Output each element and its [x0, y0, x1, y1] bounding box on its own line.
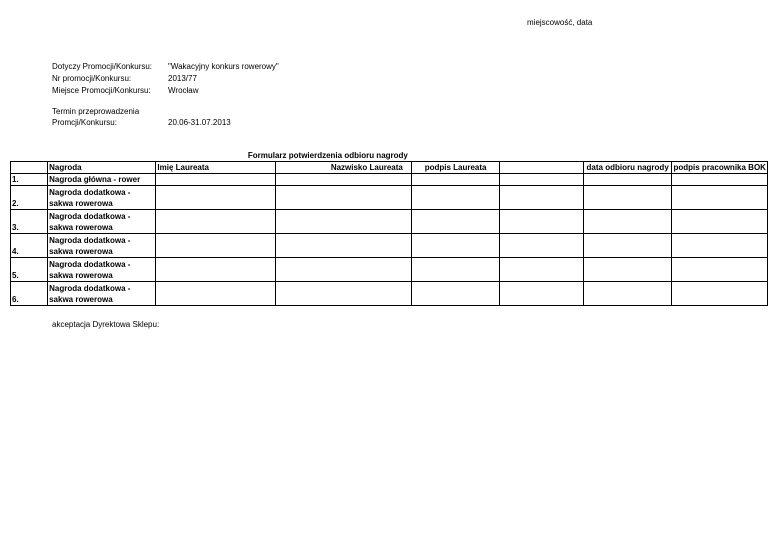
header-bok-signature: podpis pracownika BOK	[673, 163, 766, 172]
table-row	[11, 282, 768, 306]
row-prize: Nagroda dodatkowa - sakwa rowerowa	[48, 258, 156, 282]
first-name-cell[interactable]	[156, 210, 276, 234]
header-spacer	[500, 162, 584, 174]
table-row	[11, 234, 768, 258]
spacer-cell	[500, 186, 584, 210]
bok-signature-cell[interactable]	[672, 174, 768, 186]
row-prize: Nagroda dodatkowa - sakwa rowerowa	[48, 186, 156, 210]
row-prize: Nagroda dodatkowa - sakwa rowerowa	[48, 234, 156, 258]
header-date: data odbioru nagrody	[583, 162, 672, 174]
last-name-cell[interactable]	[276, 258, 411, 282]
bok-signature-cell[interactable]	[672, 234, 768, 258]
row-prize: Nagroda dodatkowa - sakwa rowerowa	[48, 210, 156, 234]
form-title: Formularz potwierdzenia odbioru nagrody	[247, 151, 408, 160]
first-name-cell[interactable]	[156, 234, 276, 258]
row-number: 6.	[11, 282, 48, 306]
spacer-cell	[500, 210, 584, 234]
promo-number-label: Nr promocji/Konkursu:	[52, 74, 132, 83]
signature-cell[interactable]	[411, 258, 500, 282]
term-label-line1: Termin przeprowadzenia	[52, 107, 140, 116]
prize-receipt-table	[10, 150, 768, 306]
header-row	[11, 162, 768, 174]
date-cell[interactable]	[583, 282, 672, 306]
place-date-label: miejscowość, data	[527, 18, 593, 27]
bok-signature-cell[interactable]	[672, 210, 768, 234]
date-cell[interactable]	[583, 234, 672, 258]
row-number: 5.	[11, 258, 48, 282]
signature-cell[interactable]	[411, 210, 500, 234]
header-first-name: Imię Laureata	[156, 162, 276, 174]
last-name-cell[interactable]	[276, 174, 411, 186]
table-row	[11, 258, 768, 282]
table-row	[11, 210, 768, 234]
promo-value: "Wakacyjny konkurs rowerowy"	[168, 62, 279, 71]
date-cell[interactable]	[583, 258, 672, 282]
row-prize: Nagroda dodatkowa - sakwa rowerowa	[48, 282, 156, 306]
term-value: 20.06-31.07.2013	[168, 118, 231, 127]
table-row	[11, 174, 768, 186]
first-name-cell[interactable]	[156, 258, 276, 282]
promo-number-value: 2013/77	[168, 74, 197, 83]
first-name-cell[interactable]	[156, 282, 276, 306]
bok-signature-cell[interactable]	[672, 282, 768, 306]
header-num-cell	[11, 162, 48, 174]
signature-cell[interactable]	[411, 282, 500, 306]
spacer-cell	[500, 258, 584, 282]
row-prize: Nagroda główna - rower	[48, 174, 156, 186]
spacer-cell	[500, 282, 584, 306]
spacer-cell	[500, 174, 584, 186]
date-cell[interactable]	[583, 186, 672, 210]
director-acceptance-label: akceptacja Dyrektowa Sklepu:	[52, 320, 160, 329]
bok-signature-cell[interactable]	[672, 186, 768, 210]
promo-place-label: Miejsce Promocji/Konkursu:	[52, 86, 151, 95]
row-number: 4.	[11, 234, 48, 258]
signature-cell[interactable]	[411, 174, 500, 186]
first-name-cell[interactable]	[156, 174, 276, 186]
last-name-cell[interactable]	[276, 234, 411, 258]
date-cell[interactable]	[583, 174, 672, 186]
row-number: 3.	[11, 210, 48, 234]
signature-cell[interactable]	[411, 186, 500, 210]
signature-cell[interactable]	[411, 234, 500, 258]
spacer-cell	[500, 234, 584, 258]
row-number: 1.	[11, 174, 48, 186]
header-last-name: Nazwisko Laureata	[276, 162, 411, 174]
header-prize: Nagroda	[48, 162, 156, 174]
table-row	[11, 186, 768, 210]
term-label-line2: Promcji/Konkursu:	[52, 118, 117, 127]
first-name-cell[interactable]	[156, 186, 276, 210]
last-name-cell[interactable]	[276, 210, 411, 234]
last-name-cell[interactable]	[276, 186, 411, 210]
promo-place-value: Wrocław	[168, 86, 199, 95]
bok-signature-cell[interactable]	[672, 258, 768, 282]
date-cell[interactable]	[583, 210, 672, 234]
row-number: 2.	[11, 186, 48, 210]
header-signature: podpis Laureata	[411, 162, 500, 174]
last-name-cell[interactable]	[276, 282, 411, 306]
promo-label: Dotyczy Promocji/Konkursu:	[52, 62, 153, 71]
